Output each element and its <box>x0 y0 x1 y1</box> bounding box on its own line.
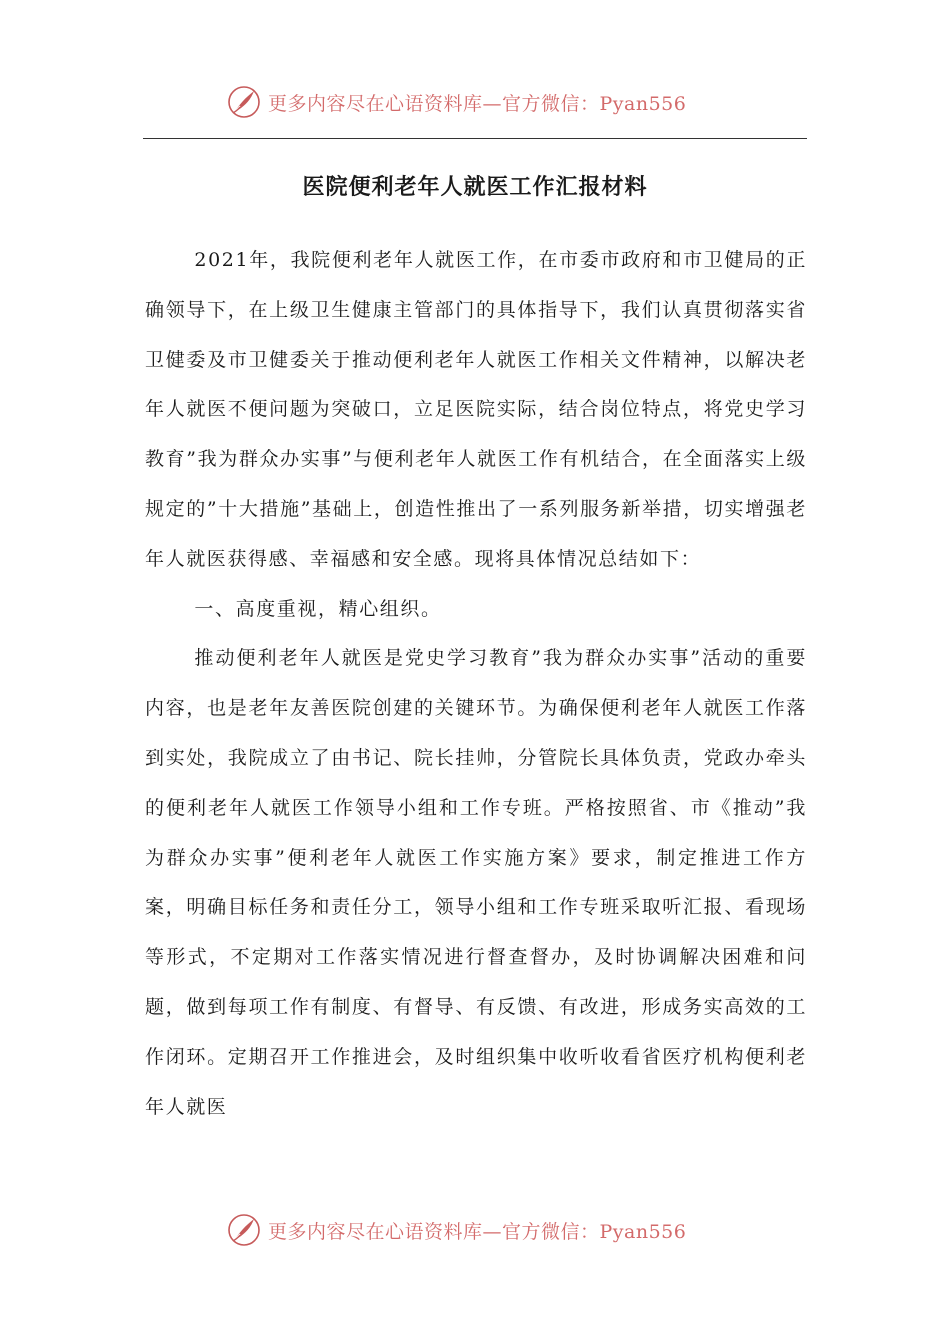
document-title: 医院便利老年人就医工作汇报材料 <box>302 175 648 200</box>
footer-watermark-banner <box>226 1210 746 1250</box>
footer-watermark-text: 更多内容尽在心语资料库—官方微信：Pyan556 <box>268 1220 687 1243</box>
quill-pen-logo-icon <box>226 1212 262 1248</box>
document-body <box>145 236 807 1132</box>
paragraph-section-1: 推动便利老年人就医是党史学习教育”我为群众办实事”活动的重要内容，也是老年友善医院创建的关键环节。为确保便利老年人就医工作落到实处，我院成立了由书记、院长挂帅，分管院长具体负责，党政办牵头的便利老年人就医工作领导小组和工作专班。严格按照省、市《推动”我为群众办实事”便利老年人就医工作实施方案》要求，制定推进工作方案，明确目标任务和责任分工，领导小组和工作专班采取听汇报、看现场等形式，不定期对工作落实情况进行督查督办，及时协调解决困难和问题，做到每项工作有制度、有督导、有反馈、有改进，形成务实高效的工作闭环。定期召开工作推进会，及时组织集中收听收看省医疗机构便利老年人就医 <box>145 647 807 1118</box>
header-watermark-text: 更多内容尽在心语资料库—官方微信：Pyan556 <box>268 92 687 115</box>
header-watermark-banner <box>226 82 746 122</box>
header-divider <box>143 138 807 139</box>
section-heading-1: 一、高度重视，精心组织。 <box>194 597 442 620</box>
paragraph-intro: 2021年，我院便利老年人就医工作，在市委市政府和市卫健局的正确领导下，在上级卫生健康主管部门的具体指导下，我们认真贯彻落实省卫健委及市卫健委关于推动便利老年人就医工作相关文件精神，以解决老年人就医不便问题为突破口，立足医院实际，结合岗位特点，将党史学习教育”我为群众办实事”与便利老年人就医工作有机结合，在全面落实上级规定的”十大措施”基础上，创造性推出了一系列服务新举措，切实增强老年人就医获得感、幸福感和安全感。现将具体情况总结如下： <box>145 249 807 570</box>
quill-pen-logo-icon <box>226 84 262 120</box>
